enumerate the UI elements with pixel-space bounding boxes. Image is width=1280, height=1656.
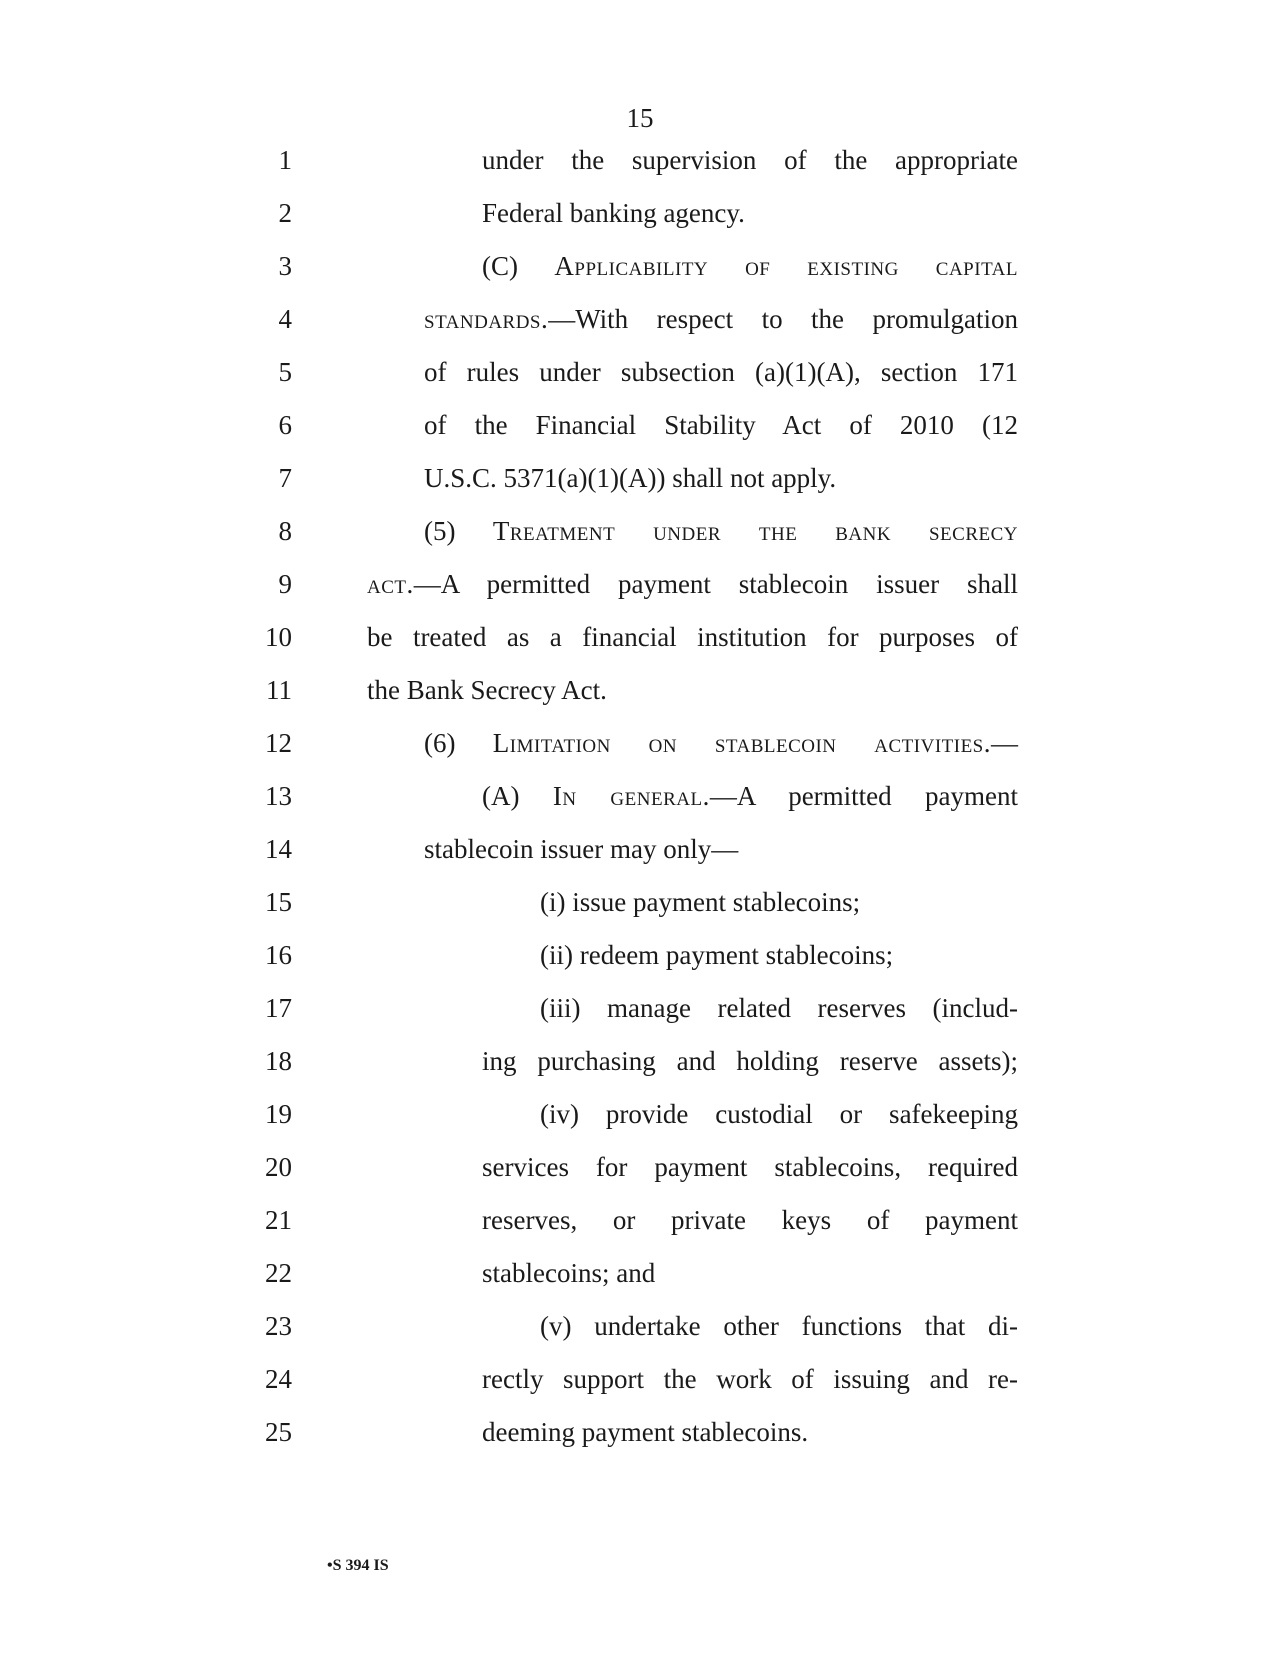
line-number: 17 [265,993,292,1023]
line-number: 15 [265,887,292,917]
line-text [424,299,1018,339]
heading-text: Applicability of existing capital [554,251,1018,281]
body-text: (A) [482,781,553,811]
line-number: 10 [265,622,292,652]
line-19 [0,1094,1280,1134]
body-text: (5) [424,516,493,546]
line-text [482,1359,1018,1399]
body-text: under the supervision of the appropriate [482,145,1018,175]
line-number: 23 [265,1311,292,1341]
line-6 [0,405,1280,445]
line-number: 6 [278,410,292,440]
body-text: (ii) redeem payment stablecoins; [540,940,894,970]
body-text: U.S.C. 5371(a)(1)(A)) shall not apply. [424,463,837,493]
line-text [482,1200,1018,1240]
line-text [482,193,745,233]
line-text [424,723,1018,763]
body-text: (iii) manage related reserves (includ- [540,993,1018,1023]
line-number: 8 [278,516,292,546]
body-text: stablecoins; and [482,1258,656,1288]
line-number: 2 [278,198,292,228]
line-text [367,617,1018,657]
line-text [540,935,893,975]
body-text: services for payment stablecoins, required [482,1152,1018,1182]
body-text: (iv) provide custodial or safekeeping [540,1099,1018,1129]
body-text: (i) issue payment stablecoins; [540,887,861,917]
line-text [540,1094,1018,1134]
line-number: 22 [265,1258,292,1288]
line-3 [0,246,1280,286]
line-18 [0,1041,1280,1081]
body-text: Federal banking agency. [482,198,745,228]
line-number: 11 [266,675,292,705]
page-number: 15 [626,103,654,133]
line-text [424,352,1018,392]
line-number: 20 [265,1152,292,1182]
line-text [540,882,860,922]
line-22 [0,1253,1280,1293]
heading-text: Treatment under the bank secrecy [492,516,1018,546]
body-text: be treated as a financial institution for purposes of [367,622,1018,652]
line-16 [0,935,1280,975]
line-text [482,1147,1018,1187]
line-number: 5 [278,357,292,387]
line-21 [0,1200,1280,1240]
line-text [424,511,1018,551]
line-number: 16 [265,940,292,970]
line-text [482,776,1018,816]
body-text: rectly support the work of issuing and re- [482,1364,1018,1394]
line-number: 3 [278,251,292,281]
body-text: —A permitted payment stablecoin issuer shall [413,569,1018,599]
line-8 [0,511,1280,551]
line-text [424,829,738,869]
bill-identifier-footer: •S 394 IS [327,1557,389,1574]
body-text: (v) undertake other functions that di- [540,1311,1018,1341]
line-10 [0,617,1280,657]
line-text [482,1041,1018,1081]
line-5 [0,352,1280,392]
line-number: 9 [278,569,292,599]
heading-text: act. [367,569,414,599]
line-25 [0,1412,1280,1452]
line-number: 19 [265,1099,292,1129]
line-text [424,458,836,498]
line-number: 24 [265,1364,292,1394]
body-text: —A permitted payment [709,781,1018,811]
body-text: of rules under subsection (a)(1)(A), section 171 [424,357,1018,387]
line-number: 25 [265,1417,292,1447]
line-number: 1 [278,145,292,175]
body-text: (6) [424,728,493,758]
heading-text: standards. [424,304,549,334]
line-4 [0,299,1280,339]
line-11 [0,670,1280,710]
line-number: 13 [265,781,292,811]
line-text [540,988,1018,1028]
line-23 [0,1306,1280,1346]
line-text [482,1253,655,1293]
line-7 [0,458,1280,498]
body-text: —With respect to the promulgation [548,304,1018,334]
body-text: ing purchasing and holding reserve assets); [482,1046,1018,1076]
line-number: 18 [265,1046,292,1076]
body-text: deeming payment stablecoins. [482,1417,809,1447]
body-text: of the Financial Stability Act of 2010 (12 [424,410,1018,440]
line-12 [0,723,1280,763]
heading-text: In general. [552,781,710,811]
body-text: (C) [482,251,555,281]
line-text [367,564,1018,604]
line-number: 21 [265,1205,292,1235]
line-20 [0,1147,1280,1187]
line-14 [0,829,1280,869]
body-text: reserves, or private keys of payment [482,1205,1018,1235]
line-text [482,1412,808,1452]
line-1 [0,140,1280,180]
heading-text: Limitation on stablecoin activities. [492,728,992,758]
line-text [482,140,1018,180]
line-9 [0,564,1280,604]
line-number: 12 [265,728,292,758]
line-17 [0,988,1280,1028]
body-text: — [991,728,1019,758]
body-text: stablecoin issuer may only— [424,834,739,864]
line-2 [0,193,1280,233]
line-13 [0,776,1280,816]
line-number: 7 [278,463,292,493]
line-number: 4 [278,304,292,334]
body-text: the Bank Secrecy Act. [367,675,607,705]
line-number: 14 [265,834,292,864]
line-24 [0,1359,1280,1399]
line-text [424,405,1018,445]
line-15 [0,882,1280,922]
line-text [367,670,607,710]
line-text [482,246,1018,286]
line-text [540,1306,1018,1346]
